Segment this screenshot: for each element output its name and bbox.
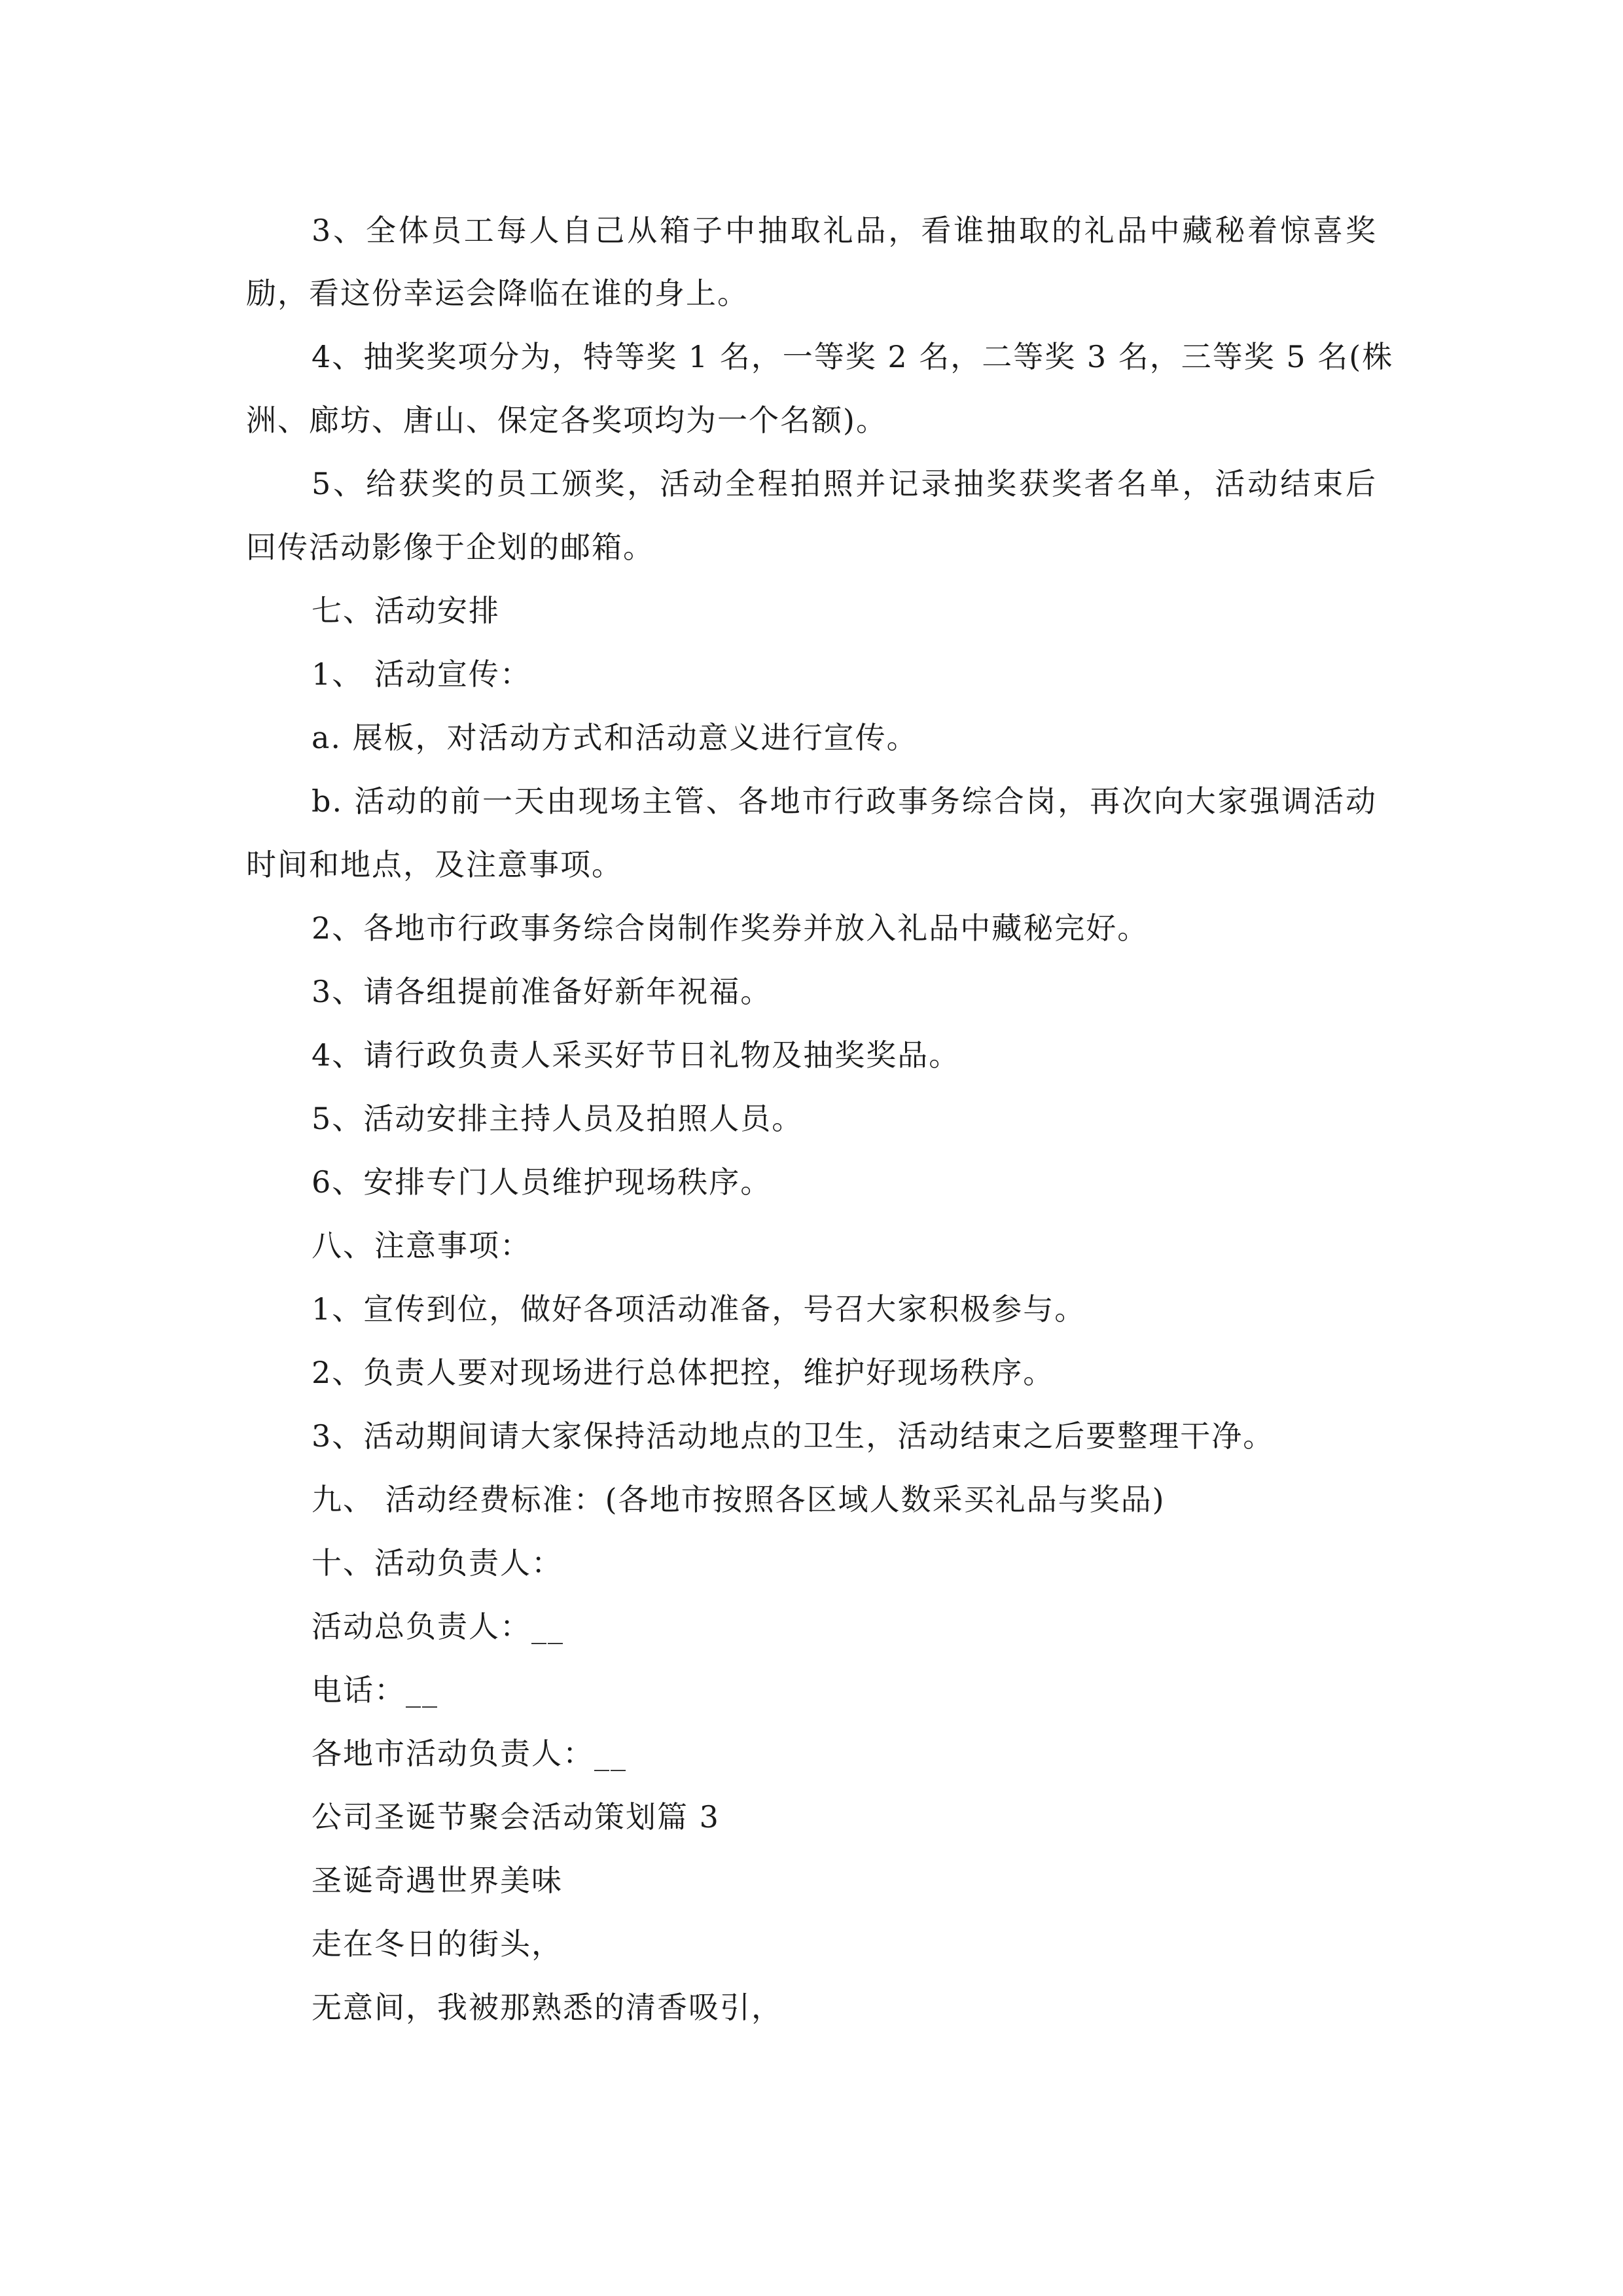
paragraph-line: 3、活动期间请大家保持活动地点的卫生，活动结束之后要整理干净。 bbox=[312, 1418, 1275, 1454]
paragraph-line: 3、请各组提前准备好新年祝福。 bbox=[312, 974, 772, 1009]
subsection-heading: 1、 活动宣传： bbox=[312, 656, 531, 692]
paragraph-line: 3、全体员工每人自己从箱子中抽取礼品，看谁抽取的礼品中藏秘着惊喜奖 bbox=[312, 213, 1377, 248]
paragraph-line: 2、负责人要对现场进行总体把控，维护好现场秩序。 bbox=[312, 1355, 1055, 1390]
paragraph-line: 6、安排专门人员维护现场秩序。 bbox=[312, 1164, 772, 1200]
paragraph-line: 励，看这份幸运会降临在谁的身上。 bbox=[246, 276, 749, 311]
paragraph-line: 时间和地点，及注意事项。 bbox=[246, 847, 623, 882]
poem-title: 圣诞奇遇世界美味 bbox=[312, 1863, 563, 1898]
paragraph-line: 4、请行政负责人采买好节日礼物及抽奖奖品。 bbox=[312, 1037, 961, 1073]
paragraph-line: 活动总负责人：__ bbox=[312, 1609, 564, 1644]
section-heading: 九、 活动经费标准：(各地市按照各区域人数采买礼品与奖品) bbox=[312, 1482, 1166, 1517]
section-heading: 八、注意事项： bbox=[312, 1228, 531, 1263]
paragraph-line: 回传活动影像于企划的邮箱。 bbox=[246, 529, 654, 565]
poem-line: 走在冬日的街头， bbox=[312, 1926, 563, 1962]
paragraph-line: a. 展板，对活动方式和活动意义进行宣传。 bbox=[312, 720, 918, 755]
article-title: 公司圣诞节聚会活动策划篇 3 bbox=[312, 1799, 720, 1835]
paragraph-line: b. 活动的前一天由现场主管、各地市行政事务综合岗，再次向大家强调活动 bbox=[312, 783, 1377, 819]
paragraph-line: 电话：__ bbox=[312, 1672, 438, 1708]
paragraph-line: 各地市活动负责人：__ bbox=[312, 1736, 627, 1771]
paragraph-line: 2、各地市行政事务综合岗制作奖券并放入礼品中藏秘完好。 bbox=[312, 910, 1149, 946]
poem-line: 无意间，我被那熟悉的清香吸引， bbox=[312, 1990, 783, 2025]
section-heading: 十、活动负责人： bbox=[312, 1545, 563, 1581]
paragraph-line: 1、宣传到位，做好各项活动准备，号召大家积极参与。 bbox=[312, 1291, 1086, 1327]
section-heading: 七、活动安排 bbox=[312, 593, 500, 628]
paragraph-line: 5、活动安排主持人员及拍照人员。 bbox=[312, 1101, 804, 1136]
paragraph-line: 5、给获奖的员工颁奖，活动全程拍照并记录抽奖获奖者名单，活动结束后 bbox=[312, 466, 1377, 501]
paragraph-line: 4、抽奖奖项分为，特等奖 1 名，一等奖 2 名，二等奖 3 名，三等奖 5 名(株 bbox=[312, 339, 1394, 374]
paragraph-line: 洲、廊坊、唐山、保定各奖项均为一个名额)。 bbox=[246, 403, 887, 438]
